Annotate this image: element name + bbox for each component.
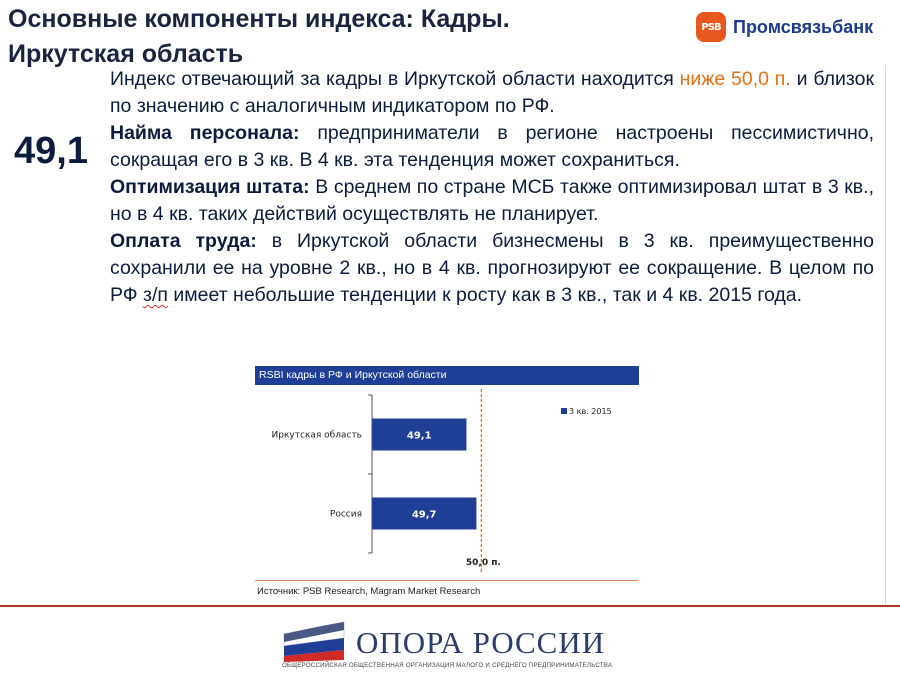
slide-title-line-1: Основные компоненты индекса: Кадры. bbox=[8, 5, 510, 33]
legend-swatch bbox=[561, 408, 567, 414]
chart-source-rule bbox=[255, 580, 639, 581]
staff-optimization-paragraph bbox=[110, 174, 874, 228]
opora-flag-icon bbox=[282, 620, 352, 662]
hiring-text: предприниматели в регионе настроены пессимистично, сокращая его в 3 кв. В 4 кв. эта тенденция может сохраниться. bbox=[110, 122, 874, 171]
staff-optimization-label: Оптимизация штата: bbox=[110, 176, 310, 198]
opora-name: ОПОРА РОССИИ bbox=[356, 625, 606, 660]
psb-logo-mark: PSB bbox=[701, 21, 721, 33]
hiring-label: Найма персонала: bbox=[110, 122, 300, 144]
opora-subtitle: ОБЩЕРОССИЙСКАЯ ОБЩЕСТВЕННАЯ ОРГАНИЗАЦИЯ МАЛОГО И СРЕДНЕГО ПРЕДПРИНИМАТЕЛЬСТВА bbox=[282, 662, 613, 669]
slide-title-line-2: Иркутская область bbox=[8, 40, 244, 68]
opora-logo bbox=[282, 618, 622, 674]
wages-text-b: имеет небольшие тенденции к росту как в 3 кв., так и 4 кв. 2015 года. bbox=[167, 284, 803, 306]
index-value: 49,1 bbox=[14, 130, 88, 172]
category-label: Иркутская область bbox=[271, 430, 362, 441]
brand-logo bbox=[696, 12, 873, 42]
brand-name: Промсвязьбанк bbox=[733, 16, 874, 37]
rsbi-chart bbox=[255, 366, 639, 604]
wages-paragraph bbox=[110, 228, 874, 309]
wages-label: Оплата труда: bbox=[110, 230, 257, 252]
intro-text-b: и близок по значению с аналогичным индикатором по РФ. bbox=[110, 68, 875, 117]
intro-highlight: ниже 50,0 п. bbox=[679, 68, 791, 90]
footer-divider bbox=[0, 605, 900, 607]
slide-title bbox=[8, 2, 648, 72]
hiring-paragraph bbox=[110, 120, 874, 174]
chart-plot-area bbox=[255, 385, 639, 580]
body-text bbox=[110, 66, 874, 309]
intro-paragraph bbox=[110, 66, 874, 120]
psb-logo-icon bbox=[696, 12, 726, 42]
legend-label: 3 кв. 2015 bbox=[569, 407, 612, 416]
category-label: Россия bbox=[329, 509, 362, 520]
wages-squiggle-word: з/п bbox=[143, 284, 168, 306]
chart-source: Источник: PSB Research, Magram Market Research bbox=[257, 586, 481, 597]
reference-label: 50,0 п. bbox=[465, 558, 501, 568]
staff-optimization-text: В среднем по стране МСБ также оптимизировал штат в 3 кв., но в 4 кв. таких действий осуществлять не планирует. bbox=[110, 176, 874, 225]
wages-text-a: в Иркутской области бизнесмены в 3 кв. преимущественно сохранили ее на уровне 2 кв., но в 4 кв. прогнозируют ее сокращение. В целом по РФ bbox=[110, 230, 874, 306]
chart-title: RSBI кадры в РФ и Иркутской области bbox=[255, 366, 639, 385]
side-divider bbox=[885, 66, 886, 606]
bar-value-label: 49,7 bbox=[411, 509, 437, 521]
intro-text-a: Индекс отвечающий за кадры в Иркутской области находится bbox=[110, 68, 680, 90]
bar-value-label: 49,1 bbox=[406, 430, 432, 442]
